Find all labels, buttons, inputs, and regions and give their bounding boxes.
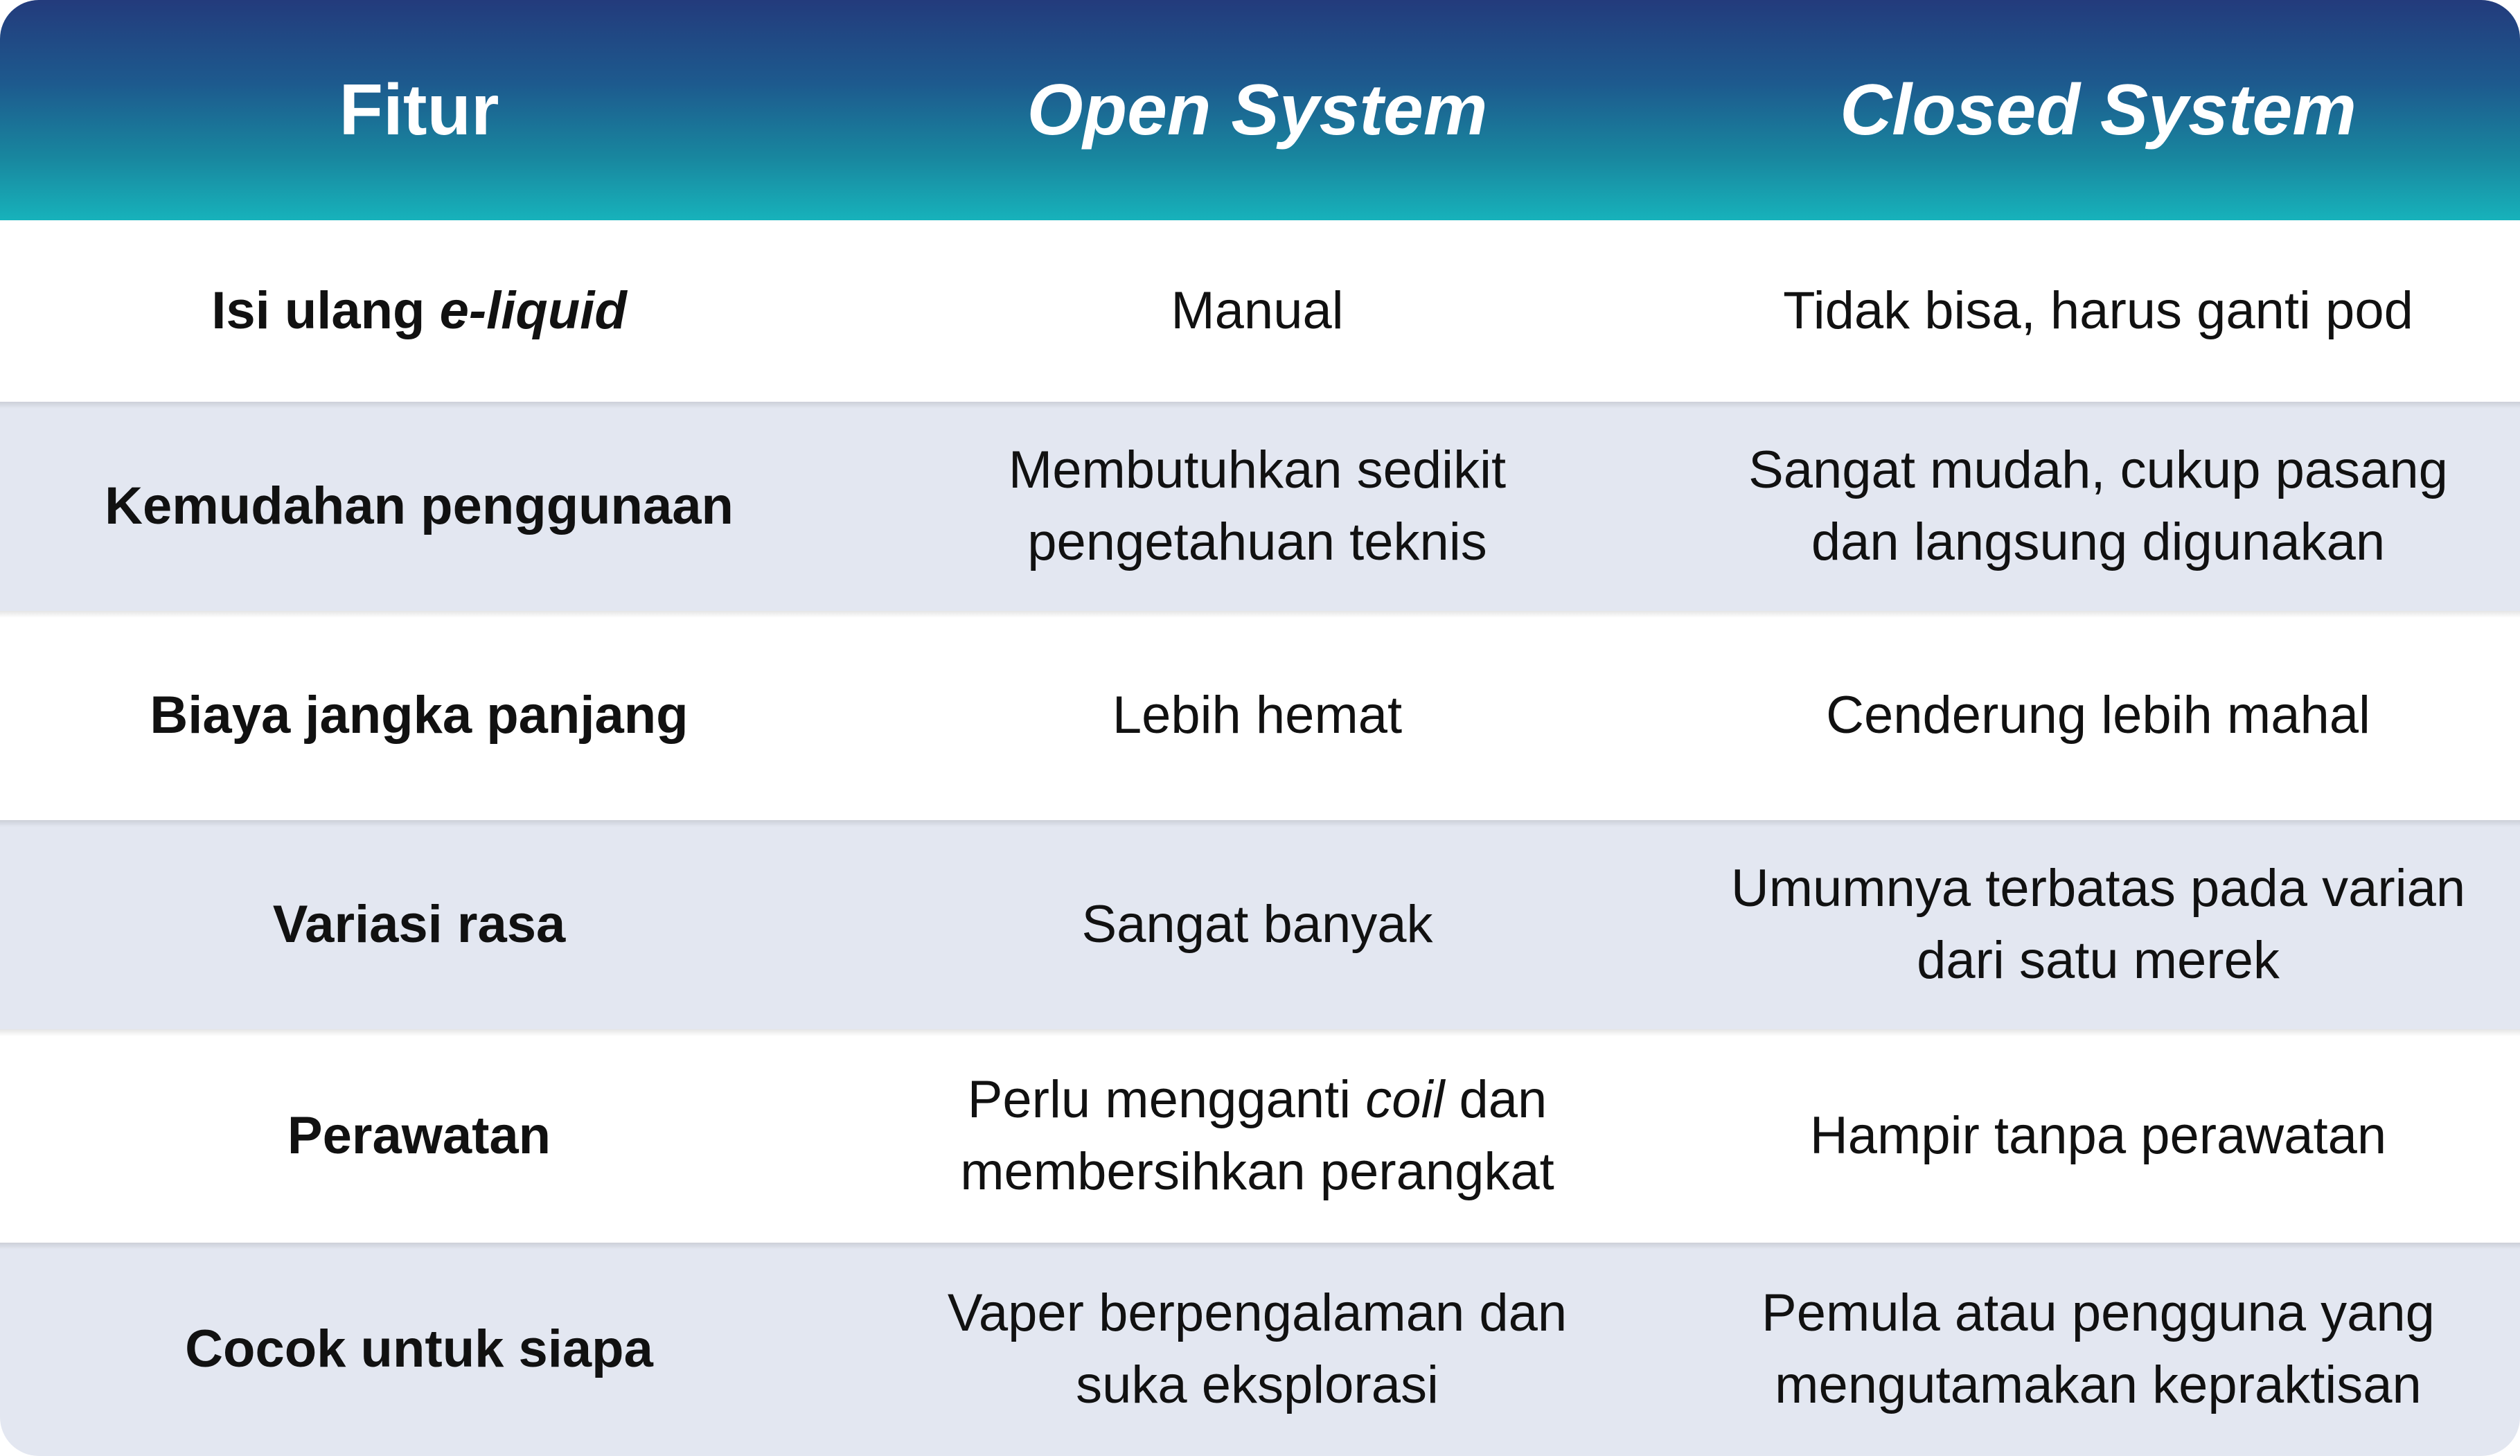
- open-system-cell: Lebih hemat: [1112, 686, 1403, 745]
- open-system-cell: [838, 1029, 1676, 1243]
- open-system-cell: Sangat banyak: [1081, 895, 1433, 954]
- open-line-2: pengetahuan teknis: [1027, 513, 1487, 571]
- closed-line-2: dan langsung digunakan: [1811, 513, 2386, 571]
- feature-cell: Cocok untuk siapa: [185, 1320, 653, 1378]
- closed-system-cell: Hampir tanpa perawatan: [1809, 1106, 2387, 1165]
- open-system-cell: [838, 402, 1676, 611]
- closed-line-1: Sangat mudah, cukup pasang: [1748, 441, 2448, 499]
- header-closed-system: Closed System: [1840, 69, 2357, 150]
- feature-cell: Biaya jangka panjang: [150, 686, 689, 745]
- header-open-system: Open System: [1027, 69, 1488, 150]
- open-line-1: Membutuhkan sedikit: [1008, 441, 1507, 499]
- feature-label: Isi ulang: [211, 281, 440, 340]
- open-line-1-italic: coil: [1365, 1070, 1445, 1129]
- closed-line-1: Pemula atau pengguna yang: [1762, 1284, 2435, 1342]
- open-line-2: membersihkan perangkat: [960, 1142, 1554, 1201]
- table-row-perawatan: [0, 1029, 2520, 1243]
- table-row-kemudahan: [0, 402, 2520, 611]
- open-line-1-part-a: Perlu mengganti: [967, 1070, 1366, 1129]
- closed-line-1: Umumnya terbatas pada varian: [1730, 859, 2466, 918]
- feature-cell: Kemudahan penggunaan: [105, 477, 734, 535]
- open-line-1: Vaper berpengalaman dan: [947, 1284, 1568, 1342]
- closed-line-2: mengutamakan kepraktisan: [1775, 1356, 2422, 1414]
- table-row-isi-ulang: [0, 220, 2520, 402]
- header-fitur: Fitur: [339, 69, 499, 150]
- open-system-cell: [838, 1243, 1676, 1456]
- feature-cell: Perawatan: [287, 1106, 551, 1165]
- closed-system-cell: [1676, 820, 2520, 1029]
- feature-label-italic: e-liquid: [439, 281, 627, 340]
- table-header: [0, 0, 2520, 220]
- open-line-2: suka eksplorasi: [1076, 1356, 1439, 1414]
- closed-system-cell: Tidak bisa, harus ganti pod: [1783, 281, 2413, 340]
- open-line-1-part-b: dan: [1444, 1070, 1547, 1129]
- open-line-1: [960, 1064, 1554, 1136]
- closed-line-2: dari satu merek: [1917, 931, 2280, 990]
- table-row-biaya: [0, 611, 2520, 820]
- closed-system-cell: [1676, 1243, 2520, 1456]
- closed-system-cell: [1676, 402, 2520, 611]
- feature-cell: [0, 220, 838, 402]
- table-row-variasi-rasa: [0, 820, 2520, 1029]
- feature-cell: Variasi rasa: [272, 895, 566, 954]
- table-row-cocok-untuk: [0, 1243, 2520, 1456]
- open-system-cell: Manual: [1171, 281, 1344, 340]
- closed-system-cell: Cenderung lebih mahal: [1826, 686, 2370, 745]
